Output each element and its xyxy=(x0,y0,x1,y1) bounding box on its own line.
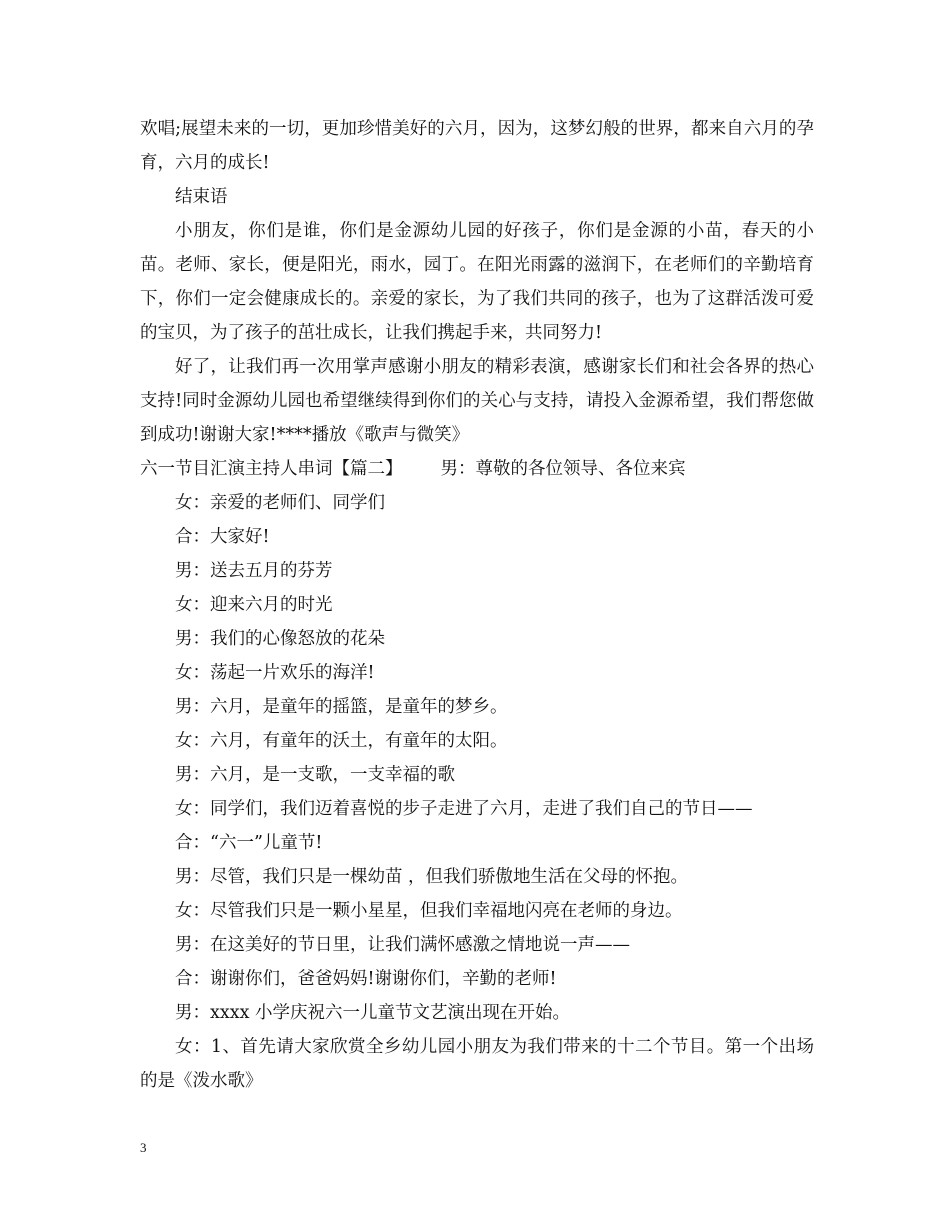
dialogue-line: 男：尽管，我们只是一棵幼苗 ，但我们骄傲地生活在父母的怀抱。 xyxy=(175,867,689,887)
dialogue-line: 男：我们的心像怒放的花朵 xyxy=(175,629,385,649)
dialogue-line: 合：“六一”儿童节! xyxy=(175,833,323,853)
paragraph-closing-of-previous-section: 欢唱;展望未来的一切，更加珍惜美好的六月，因为，这梦幻般的世界，都来自六月的孕育，六月的成长! xyxy=(140,119,814,173)
document-body xyxy=(140,112,814,1098)
dialogue-line: 女：亲爱的老师们、同学们 xyxy=(175,493,385,513)
dialogue-line-first: 男：尊敬的各位领导、各位来宾 xyxy=(440,459,686,479)
paragraph-closing-address: 小朋友，你们是谁，你们是金源幼儿园的好孩子，你们是金源的小苗，春天的小苗。老师、家长，便是阳光，雨水，园丁。在阳光雨露的滋润下，在老师们的辛勤培育下，你们一定会健康成长的。亲爱的家长，为了我们共同的孩子，也为了这群活泼可爱的宝贝，为了孩子的茁壮成长，让我们携起手来，共同努力! xyxy=(140,221,814,343)
paragraph-first-program: 女：1、首先请大家欣赏全乡幼儿园小朋友为我们带来的十二个节目。第一个出场的是《泼水歌》 xyxy=(140,1037,814,1091)
dialogue-line: 女：六月，有童年的沃土，有童年的太阳。 xyxy=(175,731,508,751)
dialogue-line: 男：送去五月的芬芳 xyxy=(175,561,333,581)
dialogue-line: 女：同学们，我们迈着喜悦的步子走进了六月，走进了我们自己的节日—— xyxy=(175,799,753,819)
paragraph-thanks: 好了，让我们再一次用掌声感谢小朋友的精彩表演，感谢家长们和社会各界的热心支持!同时金源幼儿园也希望继续得到你们的关心与支持，请投入金源希望，我们帮您做到成功!谢谢大家!****播放《歌声与微笑》 xyxy=(140,357,814,445)
dialogue-line: 女：迎来六月的时光 xyxy=(175,595,333,615)
section-label-closing-remarks: 结束语 xyxy=(175,187,228,207)
dialogue-line: 男：六月，是童年的摇篮，是童年的梦乡。 xyxy=(175,697,508,717)
section-heading-line xyxy=(140,452,814,486)
dialogue-line: 男：在这美好的节日里，让我们满怀感激之情地说一声—— xyxy=(175,935,630,955)
dialogue-line: 女：荡起一片欢乐的海洋! xyxy=(175,663,375,683)
dialogue-line: 合：谢谢你们，爸爸妈妈!谢谢你们，辛勤的老师! xyxy=(175,969,557,989)
dialogue-line: 合：大家好! xyxy=(175,527,270,547)
page-number: 3 xyxy=(140,1140,147,1155)
dialogue-line: 女：尽管我们只是一颗小星星，但我们幸福地闪亮在老师的身边。 xyxy=(175,901,683,921)
section-heading-title: 六一节目汇演主持人串词【篇二】 xyxy=(140,459,403,479)
dialogue-line: 男：xxxx 小学庆祝六一儿童节文艺演出现在开始。 xyxy=(175,1003,571,1023)
dialogue-line: 男：六月，是一支歌，一支幸福的歌 xyxy=(175,765,455,785)
